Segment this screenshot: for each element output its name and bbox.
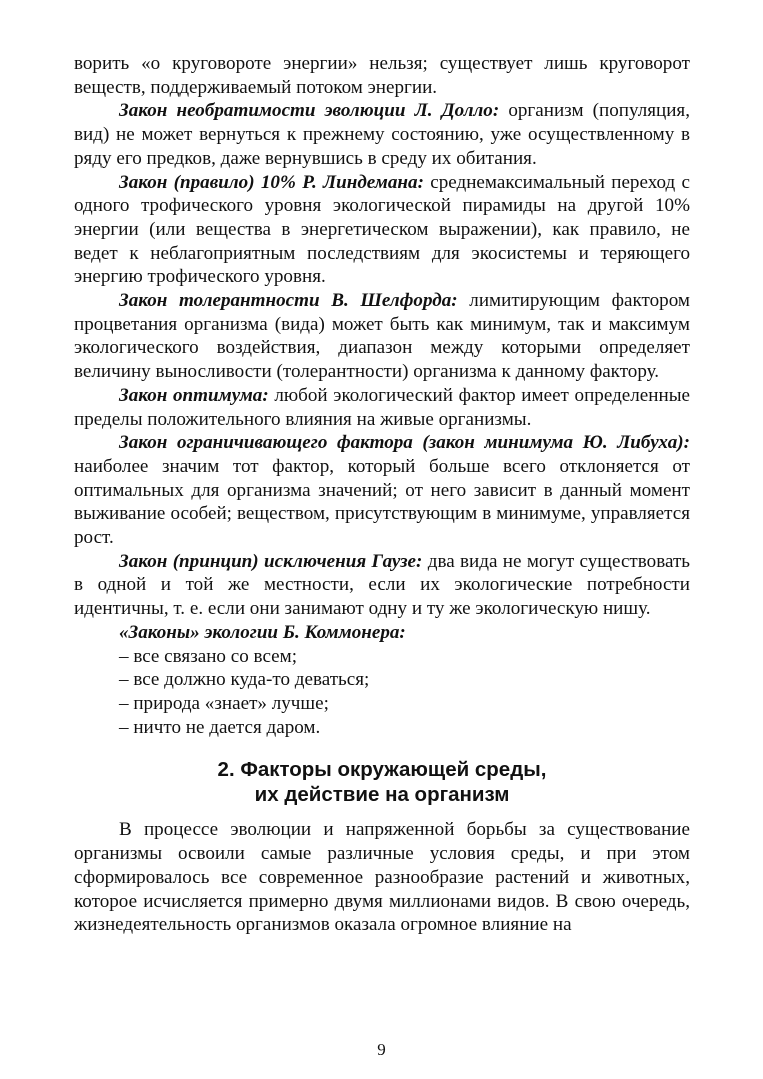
law-dollo bbox=[74, 99, 690, 170]
commoner-laws-title: «Законы» экологии Б. Коммонера: bbox=[119, 621, 406, 643]
section-heading bbox=[74, 758, 690, 807]
section-heading-line: 2. Факторы окружающей среды, bbox=[217, 758, 547, 782]
law-text: наиболее значим тот фактор, который больше всего отклоняется от оптимальных для организма значений; от него зависит в данный момент выживание особей; веществом, присутствующим в минимуме, управляется рост. bbox=[74, 455, 690, 549]
list-item: – ничто не дается даром. bbox=[119, 716, 321, 738]
law-term: Закон ограничивающего фактора (закон минимума Ю. Либуха): bbox=[119, 432, 690, 454]
list-item: – все должно куда-то деваться; bbox=[119, 669, 370, 691]
law-term: Закон (принцип) исключения Гаузе: bbox=[119, 550, 423, 572]
list-item: – все связано со всем; bbox=[119, 645, 298, 667]
commoner-laws bbox=[74, 621, 690, 740]
section-heading-line: их действие на организм bbox=[254, 782, 510, 806]
law-lindeman bbox=[74, 171, 690, 290]
law-text: два вида не могут существовать в одной и той же местности, если их экологические потребности идентичны, т. е. если они занимают одну и ту же экологическую нишу. bbox=[74, 550, 691, 620]
law-optimum bbox=[74, 384, 690, 431]
page-number: 9 bbox=[377, 1040, 386, 1059]
law-term: Закон (правило) 10% Р. Линдемана: bbox=[119, 171, 424, 193]
page-body bbox=[74, 52, 690, 937]
law-text: лимитирующим фактором процветания организма (вида) может быть как минимум, так и максимум экологического воздействия, диапазон между которыми определяет величину выносливости (толерантности) организма к данному фактору. bbox=[74, 290, 690, 383]
law-term: Закон толерантности В. Шелфорда: bbox=[119, 290, 458, 312]
paragraph-continuation: ворить «о круговороте энергии» нельзя; существует лишь круговорот веществ, поддерживаемый потоком энергии. bbox=[74, 53, 690, 98]
law-term: Закон необратимости эволюции Л. Долло: bbox=[119, 100, 500, 122]
section-body-paragraph: В процессе эволюции и напряженной борьбы за существование организмы освоили самые различные условия среды, и при этом сформировалось все современное разнообразие растений и животных, которое исчисляется примерно двумя миллионами видов. В свою очередь, жизнедеятельность организмов оказала огромное влияние на bbox=[74, 819, 690, 936]
law-text: любой экологический фактор имеет определенные пределы положительного влияния на живые организмы. bbox=[74, 384, 691, 430]
list-item: – природа «знает» лучше; bbox=[119, 692, 329, 714]
law-limiting-factor bbox=[74, 431, 690, 550]
law-shelford bbox=[74, 289, 690, 384]
law-gause bbox=[74, 550, 690, 621]
law-text: среднемаксимальный переход с одного трофического уровня экологической пирамиды на другой 10% энергии (или вещества в энергетическом выражении), как правило, не ведет к неблагоприятным последствиям для экосистемы и теряющего энергию трофического уровня. bbox=[74, 171, 690, 288]
law-text: организм (популяция, вид) не может вернуться к прежнему состоянию, уже осуществленному в ряду его предков, даже вернувшись в среду их обитания. bbox=[74, 100, 690, 169]
law-term: Закон оптимума: bbox=[119, 384, 269, 406]
